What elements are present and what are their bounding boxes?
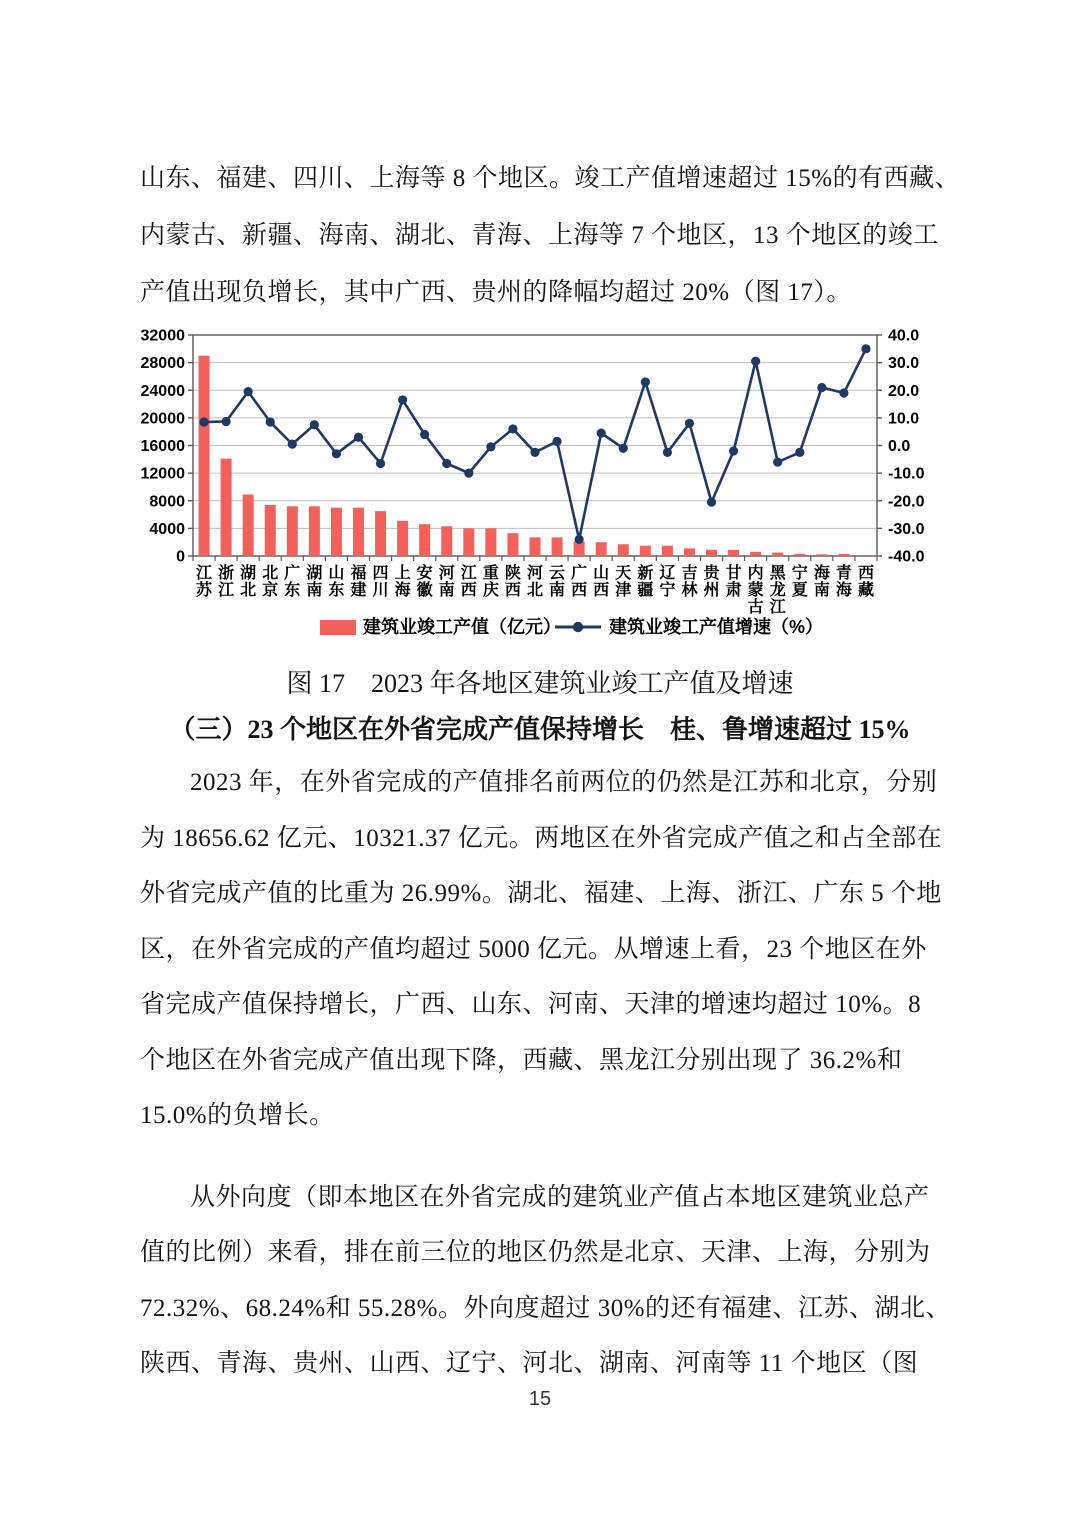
body-paragraph-1	[140, 755, 943, 1144]
svg-text:宁夏: 宁夏	[791, 565, 808, 599]
svg-text:10.0: 10.0	[888, 410, 920, 428]
figure-chart	[135, 321, 945, 663]
section-heading: （三）23 个地区在外省完成产值保持增长 桂、鲁增速超过 15%	[169, 715, 911, 744]
svg-text:甘肃: 甘肃	[725, 565, 742, 599]
svg-text:24000: 24000	[140, 382, 185, 400]
intro-paragraph	[140, 150, 961, 321]
text-line: 内蒙古、新疆、海南、湖北、青海、上海等 7 个地区，13 个地区的竣工	[140, 222, 939, 249]
svg-text:8000: 8000	[149, 493, 185, 511]
svg-text:云南: 云南	[549, 565, 566, 599]
text-line: 个地区在外省完成产值出现下降，西藏、黑龙江分别出现了 36.2%和	[140, 1046, 903, 1074]
svg-text:30.0: 30.0	[888, 355, 920, 373]
figure-caption: 图 17 2023 年各地区建筑业竣工产值及增速	[286, 669, 794, 698]
svg-text:32000: 32000	[140, 327, 185, 345]
svg-text:20000: 20000	[140, 410, 185, 428]
svg-text:吉林: 吉林	[681, 565, 698, 599]
svg-text:黑龙江: 黑龙江	[769, 565, 786, 616]
svg-text:青海: 青海	[835, 565, 852, 599]
svg-text:四川: 四川	[372, 565, 389, 599]
svg-text:福建: 福建	[350, 565, 367, 599]
svg-text:上海: 上海	[394, 565, 411, 599]
svg-text:广东: 广东	[284, 565, 301, 599]
text-line: 值的比例）来看，排在前三位的地区仍然是北京、天津、上海，分别为	[140, 1239, 931, 1266]
svg-text:-10.0: -10.0	[888, 465, 925, 483]
svg-text:28000: 28000	[140, 355, 185, 373]
svg-text:江苏: 江苏	[196, 565, 213, 599]
svg-text:建筑业竣工产值（亿元）: 建筑业竣工产值（亿元）	[363, 617, 561, 637]
svg-text:西藏: 西藏	[857, 565, 874, 599]
text-line: 山东、福建、四川、上海等 8 个地区。竣工产值增速超过 15%的有西藏、	[140, 165, 961, 192]
svg-text:天津: 天津	[615, 565, 632, 599]
svg-text:贵州: 贵州	[703, 565, 720, 599]
svg-text:北京: 北京	[262, 565, 279, 599]
svg-text:20.0: 20.0	[888, 382, 920, 400]
text-line: 产值出现负增长，其中广西、贵州的降幅均超过 20%（图 17）。	[140, 279, 852, 306]
figure	[135, 321, 945, 663]
svg-text:山西: 山西	[593, 565, 610, 599]
svg-text:内蒙古: 内蒙古	[747, 565, 764, 616]
svg-text:湖北: 湖北	[240, 565, 257, 599]
svg-text:陕西: 陕西	[504, 565, 521, 599]
text-line: 72.32%、68.24%和 55.28%。外向度超过 30%的还有福建、江苏、湖北、	[140, 1294, 952, 1322]
svg-text:浙江: 浙江	[218, 565, 235, 599]
svg-text:山东: 山东	[328, 565, 345, 599]
svg-text:重庆: 重庆	[482, 565, 499, 599]
text-line: 区，在外省完成的产值均超过 5000 亿元。从增速上看，23 个地区在外	[140, 935, 927, 963]
text-line: 从外向度（即本地区在外省完成的建筑业产值占本地区建筑业总产	[190, 1183, 930, 1211]
svg-text:-30.0: -30.0	[888, 520, 925, 538]
text-line: 15.0%的负增长。	[140, 1102, 335, 1129]
body-paragraph-2	[140, 1170, 952, 1392]
svg-text:湖南: 湖南	[306, 565, 323, 599]
page-number: 15	[528, 1388, 552, 1410]
svg-text:海南: 海南	[813, 565, 830, 599]
text-line: 陕西、青海、贵州、山西、辽宁、河北、湖南、河南等 11 个地区（图	[140, 1350, 919, 1377]
svg-text:12000: 12000	[140, 465, 185, 483]
text-line: 外省完成产值的比重为 26.99%。湖北、福建、上海、浙江、广东 5 个地	[140, 880, 942, 907]
svg-text:40.0: 40.0	[888, 327, 920, 345]
svg-text:0.0: 0.0	[888, 438, 911, 455]
text-line: 为 18656.62 亿元、10321.37 亿元。两地区在外省完成产值之和占全部在	[140, 824, 943, 852]
svg-text:-40.0: -40.0	[888, 548, 925, 566]
svg-text:4000: 4000	[149, 520, 185, 538]
svg-text:新疆: 新疆	[637, 565, 654, 599]
svg-text:江西: 江西	[460, 565, 477, 599]
svg-text:河北: 河北	[526, 565, 544, 599]
svg-text:安徽: 安徽	[416, 565, 433, 599]
text-line: 省完成产值保持增长，广西、山东、河南、天津的增速均超过 10%。8	[140, 991, 922, 1018]
svg-text:河南: 河南	[438, 565, 455, 599]
text-line: 2023 年，在外省完成的产值排名前两位的仍然是江苏和北京，分别	[190, 769, 938, 796]
svg-text:广西: 广西	[571, 565, 588, 599]
svg-text:辽宁: 辽宁	[659, 565, 676, 599]
svg-text:-20.0: -20.0	[888, 493, 925, 511]
svg-text:建筑业竣工产值增速（%）: 建筑业竣工产值增速（%）	[609, 617, 824, 637]
svg-text:16000: 16000	[140, 438, 185, 455]
svg-text:0: 0	[176, 548, 185, 566]
